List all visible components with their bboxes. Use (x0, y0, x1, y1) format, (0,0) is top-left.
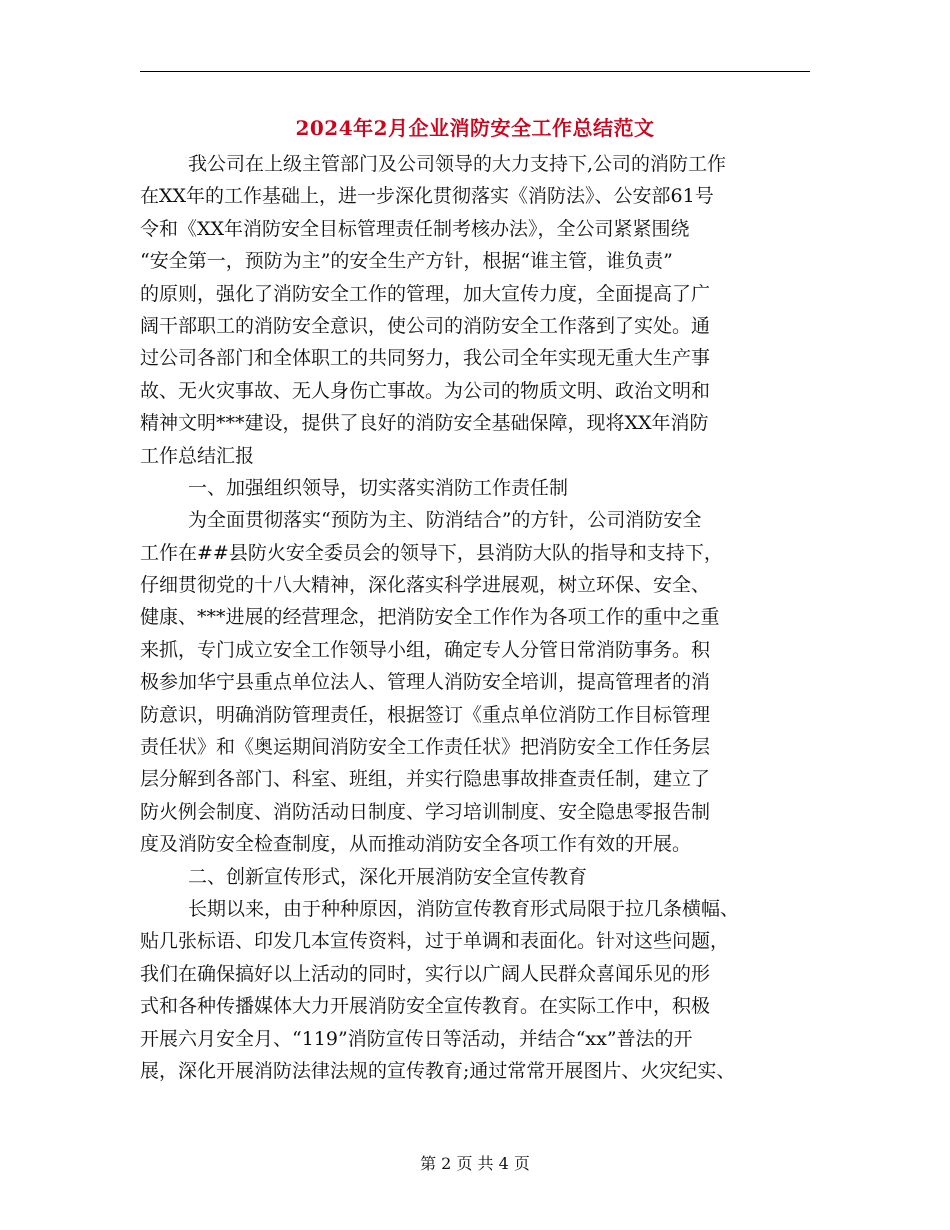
body-text-line: 二、创新宣传形式，深化开展消防安全宣传教育 (188, 865, 588, 888)
body-text-line: 责任状》和《奥运期间消防安全工作责任状》把消防安全工作任务层 (140, 736, 711, 759)
body-text-line: 展，深化开展消防法律法规的宣传教育;通过常常开展图片、火灾纪实、 (140, 1059, 736, 1082)
body-text-line: 贴几张标语、印发几本宣传资料，过于单调和表面化。针对这些问题， (140, 930, 730, 953)
body-text-line: 工作在##县防火安全委员会的领导下，县消防大队的指导和支持下， (140, 541, 723, 564)
header-rule (140, 71, 810, 72)
body-text-line: 故、无火灾事故、无人身伤亡事故。为公司的物质文明、政治文明和 (140, 379, 711, 402)
body-text-line: 开展六月安全月、“119”消防宣传日等活动，并结合“xx”普法的开 (140, 1027, 693, 1050)
body-text-line: 我公司在上级主管部门及公司领导的大力支持下,公司的消防工作 (188, 153, 727, 175)
body-text-line: 的原则，强化了消防安全工作的管理，加大宣传力度，全面提高了广 (140, 282, 711, 305)
page-number-footer: 第 2 页 共 4 页 (420, 1154, 530, 1173)
body-text-line: 一、加强组织领导，切实落实消防工作责任制 (188, 476, 569, 499)
body-text-line: 仔细贯彻党的十八大精神，深化落实科学进展观，树立环保、安全、 (140, 574, 711, 597)
body-text-line: 层分解到各部门、科室、班组，并实行隐患事故排查责任制，建立了 (140, 768, 711, 791)
body-text-line: 我们在确保搞好以上活动的同时，实行以广阔人民群众喜闻乐见的形 (140, 962, 711, 985)
document-title: 2024年2月企业消防安全工作总结范文 (295, 116, 655, 140)
body-text-line: 为全面贯彻落实“预防为主、防消结合”的方针，公司消防安全 (188, 509, 702, 532)
body-text-line: 来抓，专门成立安全工作领导小组，确定专人分管日常消防事务。积 (140, 638, 711, 661)
body-text-line: 过公司各部门和全体职工的共同努力，我公司全年实现无重大生产事 (140, 347, 711, 370)
body-text-line: 度及消防安全检查制度，从而推动消防安全各项工作有效的开展。 (140, 833, 692, 856)
body-text-line: 极参加华宁县重点单位法人、管理人消防安全培训，提高管理者的消 (140, 671, 711, 694)
body-text-line: 在XX年的工作基础上，进一步深化贯彻落实《消防法》、公安部61号 (140, 185, 714, 208)
body-text-line: 工作总结汇报 (140, 444, 255, 467)
body-text-line: 精神文明***建设，提供了良好的消防安全基础保障，现将XX年消防 (140, 412, 709, 435)
body-text-line: 长期以来，由于种种原因，消防宣传教育形式局限于拉几条横幅、 (188, 897, 740, 920)
body-text-line: “安全第一，预防为主”的安全生产方针，根据“谁主管，谁负责” (140, 250, 673, 273)
body-text-line: 健康、***进展的经营理念，把消防安全工作作为各项工作的重中之重 (140, 606, 720, 629)
document-body (140, 148, 812, 1087)
body-text-line: 令和《XX年消防安全目标管理责任制考核办法》，全公司紧紧围绕 (140, 217, 690, 240)
body-text-line: 防火例会制度、消防活动日制度、学习培训制度、安全隐患零报告制 (140, 800, 711, 823)
body-text-line: 防意识，明确消防管理责任，根据签订《重点单位消防工作目标管理 (140, 703, 711, 726)
body-text-line: 式和各种传播媒体大力开展消防安全宣传教育。在实际工作中，积极 (140, 995, 711, 1018)
body-text-line: 阔干部职工的消防安全意识，使公司的消防安全工作落到了实处。通 (140, 314, 711, 337)
